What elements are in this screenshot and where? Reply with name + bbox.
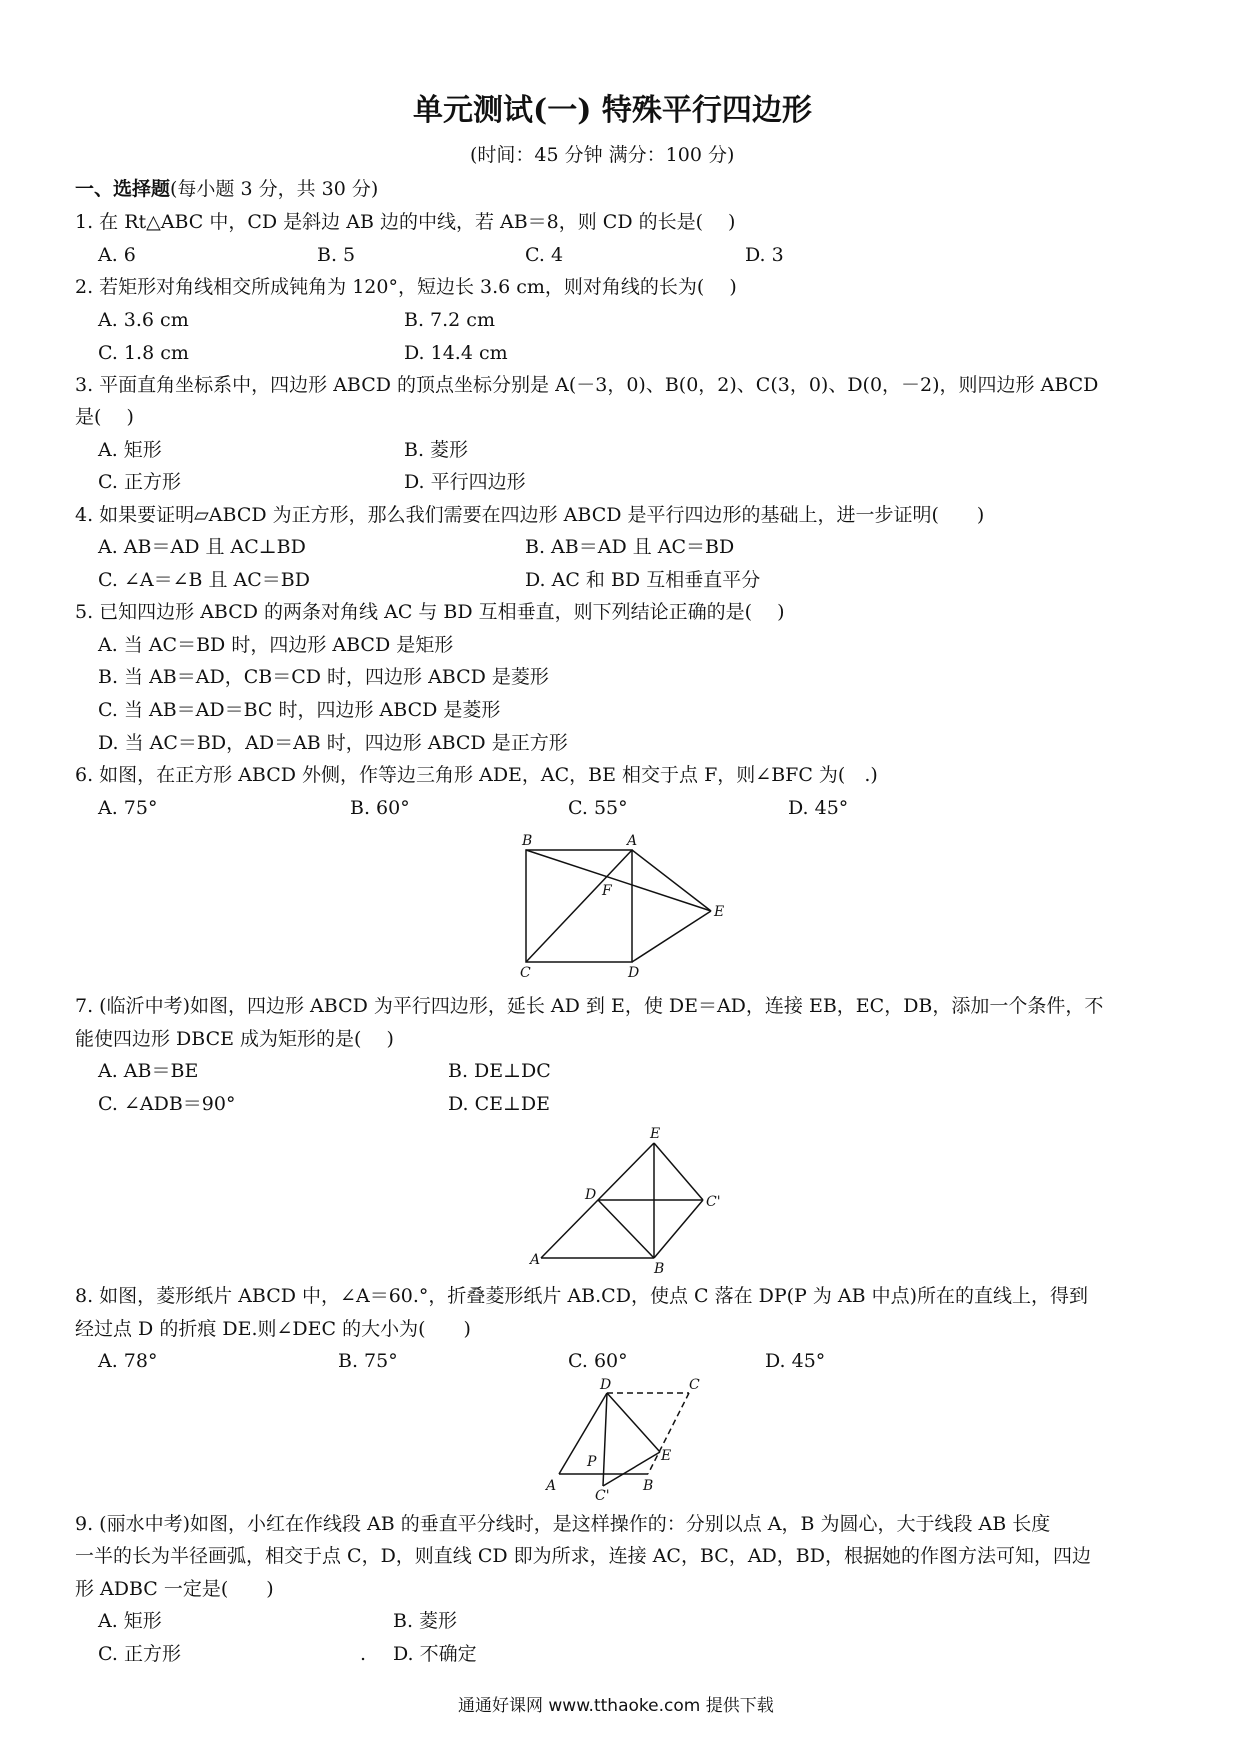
q5-option-a: A. 当 AC＝BD 时，四边形 ABCD 是矩形	[98, 634, 454, 656]
question-6-text: 6. 如图，在正方形 ABCD 外侧，作等边三角形 ADE，AC，BE 相交于点 F，则∠BFC 为( .)	[75, 764, 878, 786]
q8-label-d: D	[600, 1377, 612, 1393]
q6-label-e: E	[714, 904, 725, 920]
q9-stray-dot: .	[360, 1643, 367, 1665]
q3-option-c: C. 正方形	[98, 471, 181, 493]
section-heading-note: (每小题 3 分，共 30 分)	[170, 178, 379, 200]
q4-option-a: A. AB＝AD 且 AC⊥BD	[98, 536, 306, 558]
q7-option-b: B. DE⊥DC	[448, 1060, 551, 1082]
q8-label-e: E	[661, 1448, 672, 1464]
q9-option-c: C. 正方形	[98, 1643, 181, 1665]
q6-option-a: A. 75°	[98, 797, 158, 819]
q6-option-b: B. 60°	[350, 797, 410, 819]
q7-option-d: D. CE⊥DE	[448, 1093, 551, 1115]
q4-option-b: B. AB＝AD 且 AC＝BD	[525, 536, 735, 558]
q8-segment-ad	[559, 1393, 607, 1474]
q6-label-b: B	[522, 833, 533, 849]
question-7-text-line-1: 7. (临沂中考)如图，四边形 ABCD 为平行四边形，延长 AD 到 E，使 DE＝AD，连接 EB，EC，DB，添加一个条件，不	[75, 995, 1104, 1017]
q7-option-a: A. AB＝BE	[98, 1060, 199, 1082]
q8-segment-dp	[603, 1393, 607, 1486]
q8-label-a: A	[546, 1478, 557, 1494]
q2-option-b: B. 7.2 cm	[404, 309, 495, 331]
question-8-text-line-2: 经过点 D 的折痕 DE.则∠DEC 的大小为( )	[75, 1318, 471, 1340]
q6-label-d: D	[628, 965, 640, 981]
question-9-text-line-1: 9. (丽水中考)如图，小红在作线段 AB 的垂直平分线时，是这样操作的：分别以点 A，B 为圆心，大于线段 AB 长度	[75, 1513, 1051, 1535]
q9-option-a: A. 矩形	[98, 1610, 162, 1632]
question-3-text-line-1: 3. 平面直角坐标系中，四边形 ABCD 的顶点坐标分别是 A(－3，0)、B(0，2)、C(3，0)、D(0，－2)，则四边形 ABCD	[75, 374, 1099, 396]
q4-option-d: D. AC 和 BD 互相垂直平分	[525, 569, 761, 591]
q4-option-c: C. ∠A＝∠B 且 AC＝BD	[98, 569, 310, 591]
q1-option-a: A. 6	[98, 244, 136, 266]
q1-option-b: B. 5	[317, 244, 356, 266]
q8-label-c: C	[689, 1377, 700, 1393]
q7-label-b: B	[654, 1261, 665, 1277]
q2-option-a: A. 3.6 cm	[98, 309, 189, 331]
footer-source: 通通好课网 www.tthaoke.com 提供下载	[458, 1696, 774, 1716]
q8-label-p: P	[587, 1454, 597, 1470]
q5-option-c: C. 当 AB＝AD＝BC 时，四边形 ABCD 是菱形	[98, 699, 501, 721]
q8-label-c-prime: C'	[595, 1488, 610, 1504]
question-3-text-line-2: 是( )	[75, 406, 134, 428]
q9-option-d: D. 不确定	[393, 1643, 477, 1665]
q6-option-d: D. 45°	[788, 797, 849, 819]
q5-option-d: D. 当 AC＝BD，AD＝AB 时，四边形 ABCD 是正方形	[98, 732, 568, 754]
page-title: 单元测试(一) 特殊平行四边形	[413, 93, 812, 128]
question-1-text: 1. 在 Rt△ABC 中，CD 是斜边 AB 边的中线，若 AB＝8，则 CD 的长是( )	[75, 211, 736, 233]
q2-option-d: D. 14.4 cm	[404, 342, 508, 364]
question-4-text: 4. 如果要证明▱ABCD 为正方形，那么我们需要在四边形 ABCD 是平行四边形的基础上，进一步证明( )	[75, 504, 985, 526]
q6-label-a: A	[627, 833, 638, 849]
q6-label-f: F	[602, 883, 612, 899]
question-9-text-line-2: 一半的长为半径画弧，相交于点 C，D，则直线 CD 即为所求，连接 AC，BC，AD，BD，根据她的作图方法可知，四边	[75, 1545, 1091, 1567]
question-5-text: 5. 已知四边形 ABCD 的两条对角线 AC 与 BD 互相垂直，则下列结论正确的是( )	[75, 601, 785, 623]
q3-option-b: B. 菱形	[404, 439, 469, 461]
q7-label-c: C'	[706, 1194, 721, 1210]
q1-option-d: D. 3	[745, 244, 784, 266]
q5-option-b: B. 当 AB＝AD，CB＝CD 时，四边形 ABCD 是菱形	[98, 666, 549, 688]
question-8-text-line-1: 8. 如图，菱形纸片 ABCD 中，∠A＝60.°，折叠菱形纸片 AB.CD，使点 C 落在 DP(P 为 AB 中点)所在的直线上，得到	[75, 1285, 1089, 1307]
q3-option-a: A. 矩形	[98, 439, 162, 461]
q1-option-c: C. 4	[525, 244, 564, 266]
q6-label-c: C	[520, 965, 531, 981]
q8-label-b: B	[643, 1478, 654, 1494]
q3-option-d: D. 平行四边形	[404, 471, 526, 493]
question-7-text-line-2: 能使四边形 DBCE 成为矩形的是( )	[75, 1028, 394, 1050]
q2-option-c: C. 1.8 cm	[98, 342, 189, 364]
question-2-text: 2. 若矩形对角线相交所成钝角为 120°，短边长 3.6 cm，则对角线的长为( )	[75, 276, 737, 298]
q8-option-a: A. 78°	[98, 1350, 158, 1372]
page-subtitle: (时间：45 分钟 满分：100 分)	[470, 144, 735, 166]
q7-label-a: A	[530, 1252, 541, 1268]
section-heading-label: 一、选择题	[75, 178, 171, 200]
q6-option-c: C. 55°	[568, 797, 628, 819]
q9-option-b: B. 菱形	[393, 1610, 458, 1632]
q8-segment-de	[607, 1393, 660, 1452]
q7-label-e: E	[650, 1126, 661, 1142]
q8-option-b: B. 75°	[338, 1350, 398, 1372]
q8-option-d: D. 45°	[765, 1350, 826, 1372]
question-9-text-line-3: 形 ADBC 一定是( )	[75, 1578, 274, 1600]
q7-label-d: D	[585, 1187, 597, 1203]
q7-option-c: C. ∠ADB＝90°	[98, 1093, 236, 1115]
q8-option-c: C. 60°	[568, 1350, 628, 1372]
